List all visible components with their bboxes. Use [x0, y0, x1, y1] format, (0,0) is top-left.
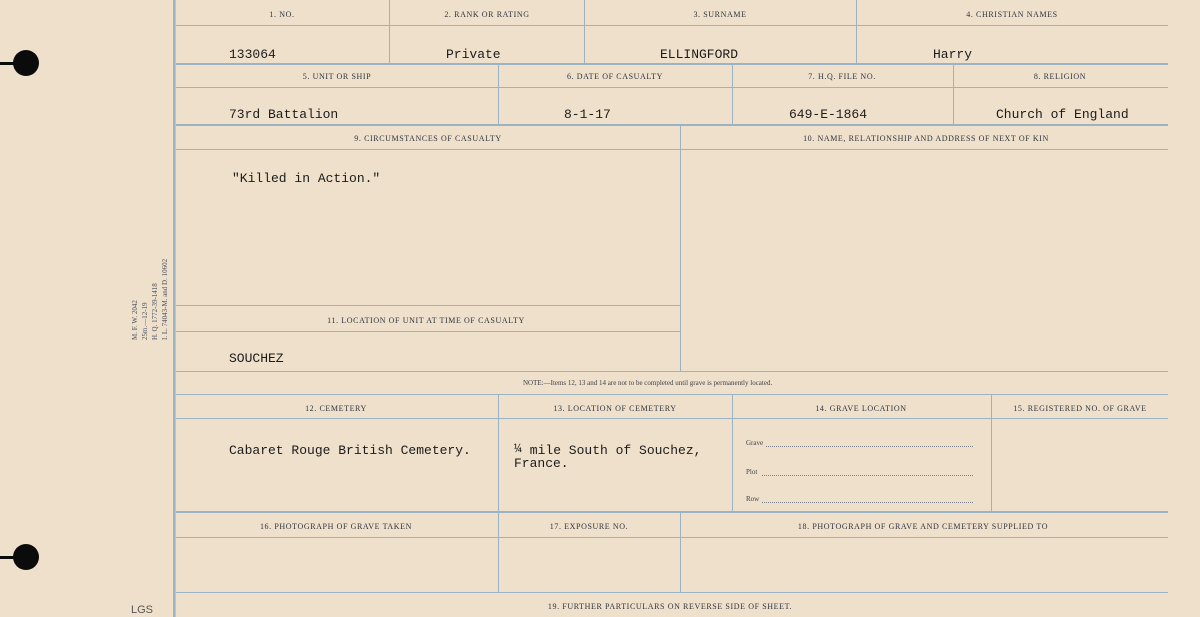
label-number: 1. NO. — [269, 10, 295, 19]
value-cemetery-location-fraction: ¼ — [514, 441, 522, 456]
value-number: 133064 — [229, 47, 276, 62]
row-line — [762, 502, 973, 503]
plot-label: Plot — [746, 468, 758, 476]
label-christian-names: 4. CHRISTIAN NAMES — [966, 10, 1058, 19]
value-file-no: 649-E-1864 — [789, 107, 868, 122]
label-unit: 5. UNIT OR SHIP — [302, 72, 372, 81]
label-surname: 3. SURNAME — [693, 10, 747, 19]
label-unit-location: 11. LOCATION OF UNIT AT TIME OF CASUALTY — [327, 316, 525, 325]
label-grave-location: 14. GRAVE LOCATION — [815, 404, 907, 413]
value-unit-location: SOUCHEZ — [229, 351, 284, 366]
label-date: 6. DATE OF CASUALTY — [566, 72, 664, 81]
corner-mark: LGS — [131, 604, 154, 616]
punch-hole-top — [13, 50, 39, 76]
value-cemetery-location-line1: mile South of Souchez, — [522, 443, 702, 458]
punch-hole-top-mark — [0, 62, 16, 65]
printer-imprint-2: 25m.—12-19 — [141, 302, 149, 340]
value-cemetery: Cabaret Rouge British Cemetery. — [229, 443, 471, 458]
grave-line — [766, 446, 973, 447]
label-further-particulars: 19. FURTHER PARTICULARS ON REVERSE SIDE OF SHEET. — [547, 602, 793, 611]
value-religion: Church of England — [996, 107, 1129, 122]
value-christian-names: Harry — [933, 47, 973, 62]
value-cemetery-location-line2: France. — [514, 456, 569, 471]
plot-line — [762, 475, 973, 476]
value-surname: ELLINGFORD — [660, 47, 739, 62]
printer-imprint-3: H. Q. 1772-39-1418 — [151, 283, 159, 340]
label-file-no: 7. H.Q. FILE NO. — [808, 72, 876, 81]
label-exposure-no: 17. EXPOSURE NO. — [549, 522, 629, 531]
value-unit: 73rd Battalion — [229, 107, 339, 122]
row-label: Row — [746, 495, 760, 503]
label-photo-supplied: 18. PHOTOGRAPH OF GRAVE AND CEMETERY SUPPLIED TO — [797, 522, 1049, 531]
punch-hole-bottom-mark — [0, 556, 16, 559]
label-photo-taken: 16. PHOTOGRAPH OF GRAVE TAKEN — [259, 522, 413, 531]
label-religion: 8. RELIGION — [1033, 72, 1087, 81]
printer-imprint-1: M. F. W. 2042 — [131, 300, 139, 340]
value-rank: Private — [446, 47, 501, 62]
label-cemetery: 12. CEMETERY — [305, 404, 367, 413]
label-rank: 2. RANK OR RATING — [444, 10, 530, 19]
completion-note: NOTE:—Items 12, 13 and 14 are not to be completed until grave is permanently located. — [523, 379, 773, 387]
label-registered-no: 15. REGISTERED NO. OF GRAVE — [1013, 404, 1147, 413]
printer-imprint-4: I. L. 74043-M. and D. 10602 — [161, 258, 169, 340]
value-circumstances: "Killed in Action." — [232, 171, 381, 186]
label-circumstances: 9. CIRCUMSTANCES OF CASUALTY — [354, 134, 502, 143]
label-next-of-kin: 10. NAME, RELATIONSHIP AND ADDRESS OF NEXT OF KIN — [803, 134, 1049, 143]
label-cemetery-location: 13. LOCATION OF CEMETERY — [553, 404, 677, 413]
grave-label: Grave — [746, 439, 764, 447]
value-date: 8-1-17 — [564, 107, 611, 122]
punch-hole-bottom — [13, 544, 39, 570]
